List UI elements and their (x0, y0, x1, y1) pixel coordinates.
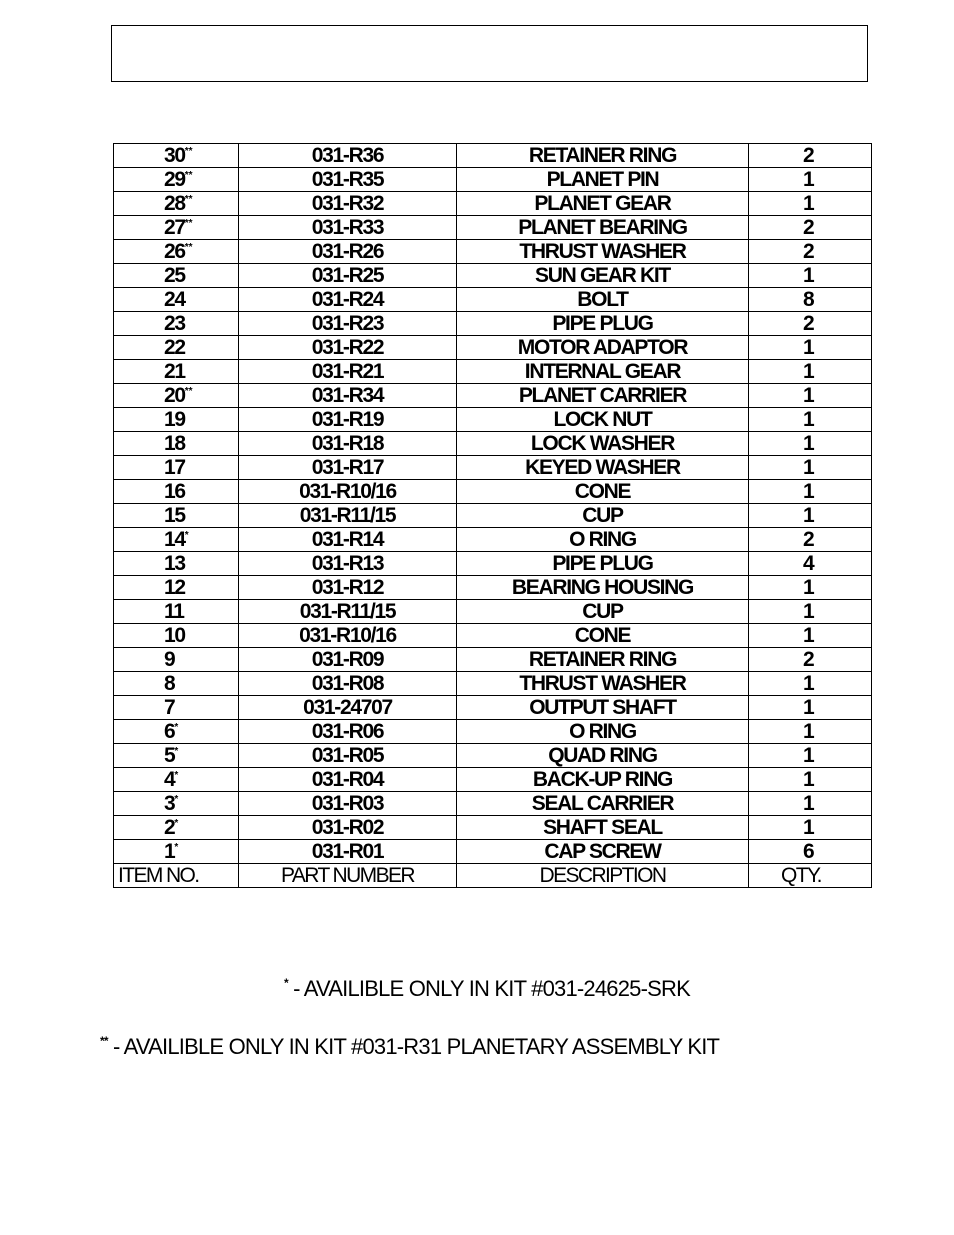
quantity-cell: 1 (749, 576, 872, 600)
description-cell: SEAL CARRIER (457, 792, 749, 816)
kit-mark: * (174, 794, 179, 805)
kit-mark: * (174, 818, 179, 829)
quantity-cell: 2 (749, 312, 872, 336)
table-row (114, 840, 872, 864)
part-number-cell: 031-R02 (239, 816, 457, 840)
description-cell: CUP (457, 600, 749, 624)
item-number-cell (114, 624, 239, 648)
part-number-cell: 031-24707 (239, 696, 457, 720)
item-number-cell (114, 456, 239, 480)
table-row (114, 720, 872, 744)
description-cell: O RING (457, 528, 749, 552)
kit-mark: ** (184, 218, 193, 229)
quantity-cell: 1 (749, 192, 872, 216)
kit-mark: ** (184, 194, 193, 205)
quantity-cell: 8 (749, 288, 872, 312)
part-number-cell: 031-R03 (239, 792, 457, 816)
table-row (114, 264, 872, 288)
kit-mark: ** (184, 146, 193, 157)
part-number-cell: 031-R26 (239, 240, 457, 264)
item-number-cell (114, 384, 239, 408)
part-number-cell: 031-R12 (239, 576, 457, 600)
kit-mark: ** (184, 242, 193, 253)
item-number: 14 (164, 528, 185, 551)
item-number-cell (114, 744, 239, 768)
table-row (114, 816, 872, 840)
table-row (114, 624, 872, 648)
description-cell: LOCK WASHER (457, 432, 749, 456)
item-number-cell (114, 504, 239, 528)
header-item-no: ITEM NO. (114, 864, 239, 888)
description-cell: CONE (457, 624, 749, 648)
quantity-cell: 6 (749, 840, 872, 864)
table-row (114, 192, 872, 216)
description-cell: RETAINER RING (457, 648, 749, 672)
item-number-cell (114, 408, 239, 432)
item-number-cell (114, 144, 239, 168)
item-number: 8 (164, 672, 175, 695)
description-cell: KEYED WASHER (457, 456, 749, 480)
description-cell: THRUST WASHER (457, 240, 749, 264)
description-cell: CUP (457, 504, 749, 528)
part-number-cell: 031-R11/15 (239, 504, 457, 528)
item-number: 16 (164, 480, 185, 503)
table-row (114, 168, 872, 192)
item-number-cell (114, 432, 239, 456)
part-number-cell: 031-R24 (239, 288, 457, 312)
header-part-number: PART NUMBER (239, 864, 457, 888)
description-cell: CONE (457, 480, 749, 504)
table-row (114, 600, 872, 624)
table-header-row (114, 864, 872, 888)
description-cell: PIPE PLUG (457, 552, 749, 576)
quantity-cell: 1 (749, 264, 872, 288)
item-number: 4 (164, 768, 175, 791)
description-cell: LOCK NUT (457, 408, 749, 432)
description-cell: PLANET GEAR (457, 192, 749, 216)
quantity-cell: 1 (749, 384, 872, 408)
footnote-mark-double: ** (100, 1034, 108, 1048)
part-number-cell: 031-R08 (239, 672, 457, 696)
item-number: 3 (164, 792, 175, 815)
item-number: 20 (164, 384, 185, 407)
item-number: 7 (164, 696, 175, 719)
part-number-cell: 031-R22 (239, 336, 457, 360)
quantity-cell: 1 (749, 600, 872, 624)
item-number: 26 (164, 240, 185, 263)
header-qty: QTY. (749, 864, 872, 888)
quantity-cell: 2 (749, 240, 872, 264)
quantity-cell: 2 (749, 144, 872, 168)
item-number: 9 (164, 648, 175, 671)
item-number-cell (114, 648, 239, 672)
table-row (114, 384, 872, 408)
quantity-cell: 2 (749, 648, 872, 672)
kit-mark: * (174, 770, 179, 781)
quantity-cell: 1 (749, 408, 872, 432)
item-number: 23 (164, 312, 185, 335)
item-number: 12 (164, 576, 185, 599)
kit-mark: ** (184, 170, 193, 181)
part-number-cell: 031-R34 (239, 384, 457, 408)
item-number-cell (114, 576, 239, 600)
item-number-cell (114, 480, 239, 504)
quantity-cell: 1 (749, 624, 872, 648)
part-number-cell: 031-R36 (239, 144, 457, 168)
quantity-cell: 1 (749, 672, 872, 696)
table-row (114, 648, 872, 672)
description-cell: CAP SCREW (457, 840, 749, 864)
item-number: 29 (164, 168, 185, 191)
quantity-cell: 2 (749, 216, 872, 240)
item-number-cell (114, 768, 239, 792)
table-row (114, 360, 872, 384)
item-number: 25 (164, 264, 185, 287)
table-row (114, 240, 872, 264)
quantity-cell: 1 (749, 336, 872, 360)
table-row (114, 576, 872, 600)
item-number-cell (114, 312, 239, 336)
part-number-cell: 031-R06 (239, 720, 457, 744)
table-row (114, 456, 872, 480)
description-cell: QUAD RING (457, 744, 749, 768)
item-number: 11 (164, 600, 184, 623)
item-number-cell (114, 840, 239, 864)
item-number-cell (114, 816, 239, 840)
part-number-cell: 031-R05 (239, 744, 457, 768)
table-row (114, 528, 872, 552)
description-cell: PIPE PLUG (457, 312, 749, 336)
part-number-cell: 031-R35 (239, 168, 457, 192)
kit-mark: * (174, 746, 179, 757)
part-number-cell: 031-R19 (239, 408, 457, 432)
item-number: 28 (164, 192, 185, 215)
description-cell: BEARING HOUSING (457, 576, 749, 600)
description-cell: PLANET BEARING (457, 216, 749, 240)
table-row (114, 504, 872, 528)
table-row (114, 792, 872, 816)
table-row (114, 216, 872, 240)
table-row (114, 696, 872, 720)
parts-table (113, 143, 872, 888)
table-row (114, 672, 872, 696)
item-number-cell (114, 240, 239, 264)
part-number-cell: 031-R21 (239, 360, 457, 384)
description-cell: BACK-UP RING (457, 768, 749, 792)
quantity-cell: 1 (749, 792, 872, 816)
item-number: 6 (164, 720, 175, 743)
item-number-cell (114, 360, 239, 384)
item-number-cell (114, 336, 239, 360)
header-description: DESCRIPTION (457, 864, 749, 888)
description-cell: O RING (457, 720, 749, 744)
quantity-cell: 1 (749, 720, 872, 744)
item-number: 27 (164, 216, 185, 239)
description-cell: OUTPUT SHAFT (457, 696, 749, 720)
item-number-cell (114, 288, 239, 312)
quantity-cell: 1 (749, 480, 872, 504)
item-number-cell (114, 216, 239, 240)
part-number-cell: 031-R04 (239, 768, 457, 792)
part-number-cell: 031-R01 (239, 840, 457, 864)
quantity-cell: 1 (749, 744, 872, 768)
quantity-cell: 4 (749, 552, 872, 576)
table-row (114, 336, 872, 360)
table-row (114, 312, 872, 336)
description-cell: RETAINER RING (457, 144, 749, 168)
item-number: 2 (164, 816, 175, 839)
item-number-cell (114, 264, 239, 288)
item-number: 5 (164, 744, 175, 767)
description-cell: SUN GEAR KIT (457, 264, 749, 288)
item-number-cell (114, 672, 239, 696)
table-row (114, 288, 872, 312)
table-row (114, 480, 872, 504)
kit-mark: * (184, 530, 189, 541)
table-row (114, 768, 872, 792)
footnote-text-srk: - AVAILIBLE ONLY IN KIT #031-24625-SRK (287, 976, 690, 1001)
item-number-cell (114, 528, 239, 552)
item-number: 24 (164, 288, 185, 311)
footnote-kit-planetary (100, 1034, 719, 1060)
part-number-cell: 031-R10/16 (239, 480, 457, 504)
header-box (111, 25, 868, 82)
description-cell: INTERNAL GEAR (457, 360, 749, 384)
quantity-cell: 1 (749, 432, 872, 456)
table-row (114, 408, 872, 432)
quantity-cell: 1 (749, 504, 872, 528)
description-cell: THRUST WASHER (457, 672, 749, 696)
item-number: 13 (164, 552, 185, 575)
table-row (114, 744, 872, 768)
item-number: 10 (164, 624, 185, 647)
part-number-cell: 031-R33 (239, 216, 457, 240)
footnote-text-planetary: - AVAILIBLE ONLY IN KIT #031-R31 PLANETARY ASSEMBLY KIT (107, 1034, 720, 1059)
item-number-cell (114, 792, 239, 816)
parts-table-body (114, 144, 872, 888)
quantity-cell: 1 (749, 456, 872, 480)
footnote-mark-single: * (284, 976, 288, 990)
quantity-cell: 1 (749, 360, 872, 384)
item-number-cell (114, 696, 239, 720)
item-number: 15 (164, 504, 185, 527)
part-number-cell: 031-R18 (239, 432, 457, 456)
kit-mark: * (174, 722, 179, 733)
part-number-cell: 031-R09 (239, 648, 457, 672)
description-cell: PLANET CARRIER (457, 384, 749, 408)
part-number-cell: 031-R13 (239, 552, 457, 576)
part-number-cell: 031-R23 (239, 312, 457, 336)
item-number: 30 (164, 144, 185, 167)
table-row (114, 552, 872, 576)
item-number-cell (114, 192, 239, 216)
description-cell: SHAFT SEAL (457, 816, 749, 840)
table-row (114, 144, 872, 168)
kit-mark: * (174, 842, 179, 853)
item-number-cell (114, 600, 239, 624)
table-row (114, 432, 872, 456)
item-number: 19 (164, 408, 185, 431)
quantity-cell: 1 (749, 816, 872, 840)
part-number-cell: 031-R11/15 (239, 600, 457, 624)
part-number-cell: 031-R17 (239, 456, 457, 480)
quantity-cell: 1 (749, 768, 872, 792)
quantity-cell: 2 (749, 528, 872, 552)
item-number-cell (114, 552, 239, 576)
kit-mark: ** (184, 386, 193, 397)
item-number: 21 (164, 360, 185, 383)
part-number-cell: 031-R10/16 (239, 624, 457, 648)
footnote-kit-srk (0, 976, 954, 1002)
item-number: 17 (164, 456, 185, 479)
part-number-cell: 031-R25 (239, 264, 457, 288)
description-cell: BOLT (457, 288, 749, 312)
description-cell: MOTOR ADAPTOR (457, 336, 749, 360)
description-cell: PLANET PIN (457, 168, 749, 192)
item-number: 18 (164, 432, 185, 455)
item-number-cell (114, 168, 239, 192)
item-number: 1 (164, 840, 175, 863)
part-number-cell: 031-R32 (239, 192, 457, 216)
item-number-cell (114, 720, 239, 744)
quantity-cell: 1 (749, 696, 872, 720)
quantity-cell: 1 (749, 168, 872, 192)
item-number: 22 (164, 336, 185, 359)
part-number-cell: 031-R14 (239, 528, 457, 552)
